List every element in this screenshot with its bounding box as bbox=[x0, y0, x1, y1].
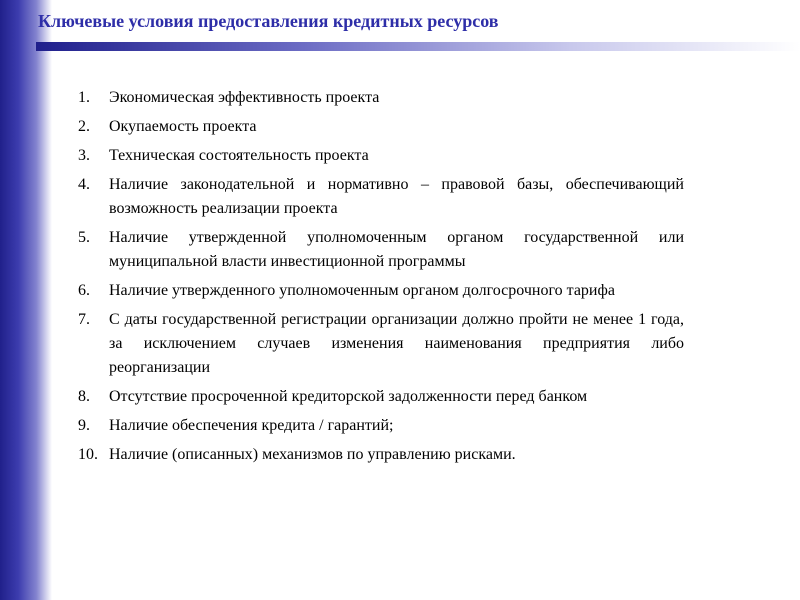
item-text: Наличие утвержденной уполномоченным органом государственной или муниципальной власти инвестиционной программы bbox=[109, 229, 684, 270]
list-item bbox=[78, 279, 684, 303]
item-number: 5. bbox=[78, 229, 90, 246]
list-item bbox=[78, 86, 684, 110]
list-item bbox=[78, 443, 684, 467]
item-number: 8. bbox=[78, 388, 90, 405]
item-number: 6. bbox=[78, 282, 90, 299]
side-gradient-band bbox=[0, 0, 52, 600]
item-text: С даты государственной регистрации организации должно пройти не менее 1 года, за исключением случаев изменения наименования предприятия либо реорганизации bbox=[109, 311, 684, 376]
list-item bbox=[78, 144, 684, 168]
item-text: Наличие утвержденного уполномоченным органом долгосрочного тарифа bbox=[109, 282, 615, 299]
item-number: 4. bbox=[78, 176, 90, 193]
item-number: 1. bbox=[78, 89, 90, 106]
item-text: Наличие обеспечения кредита / гарантий; bbox=[109, 417, 394, 434]
list-item bbox=[78, 308, 684, 380]
list-item bbox=[78, 385, 684, 409]
item-number: 9. bbox=[78, 417, 90, 434]
item-text: Наличие законодательной и нормативно – правовой базы, обеспечивающий возможность реализации проекта bbox=[109, 176, 684, 217]
list-item bbox=[78, 414, 684, 438]
item-text: Экономическая эффективность проекта bbox=[109, 89, 380, 106]
item-text: Отсутствие просроченной кредиторской задолженности перед банком bbox=[109, 388, 588, 405]
title-underline bbox=[36, 42, 800, 51]
conditions-list bbox=[78, 86, 684, 472]
list-item bbox=[78, 173, 684, 221]
item-text: Наличие (описанных) механизмов по управлению рисками. bbox=[109, 446, 516, 463]
list-item bbox=[78, 115, 684, 139]
item-text: Окупаемость проекта bbox=[109, 118, 257, 135]
item-text: Техническая состоятельность проекта bbox=[109, 147, 369, 164]
slide-title: Ключевые условия предоставления кредитных ресурсов bbox=[38, 11, 499, 31]
item-number: 10. bbox=[78, 446, 98, 463]
item-number: 2. bbox=[78, 118, 90, 135]
item-number: 7. bbox=[78, 311, 90, 328]
list-item bbox=[78, 226, 684, 274]
item-number: 3. bbox=[78, 147, 90, 164]
